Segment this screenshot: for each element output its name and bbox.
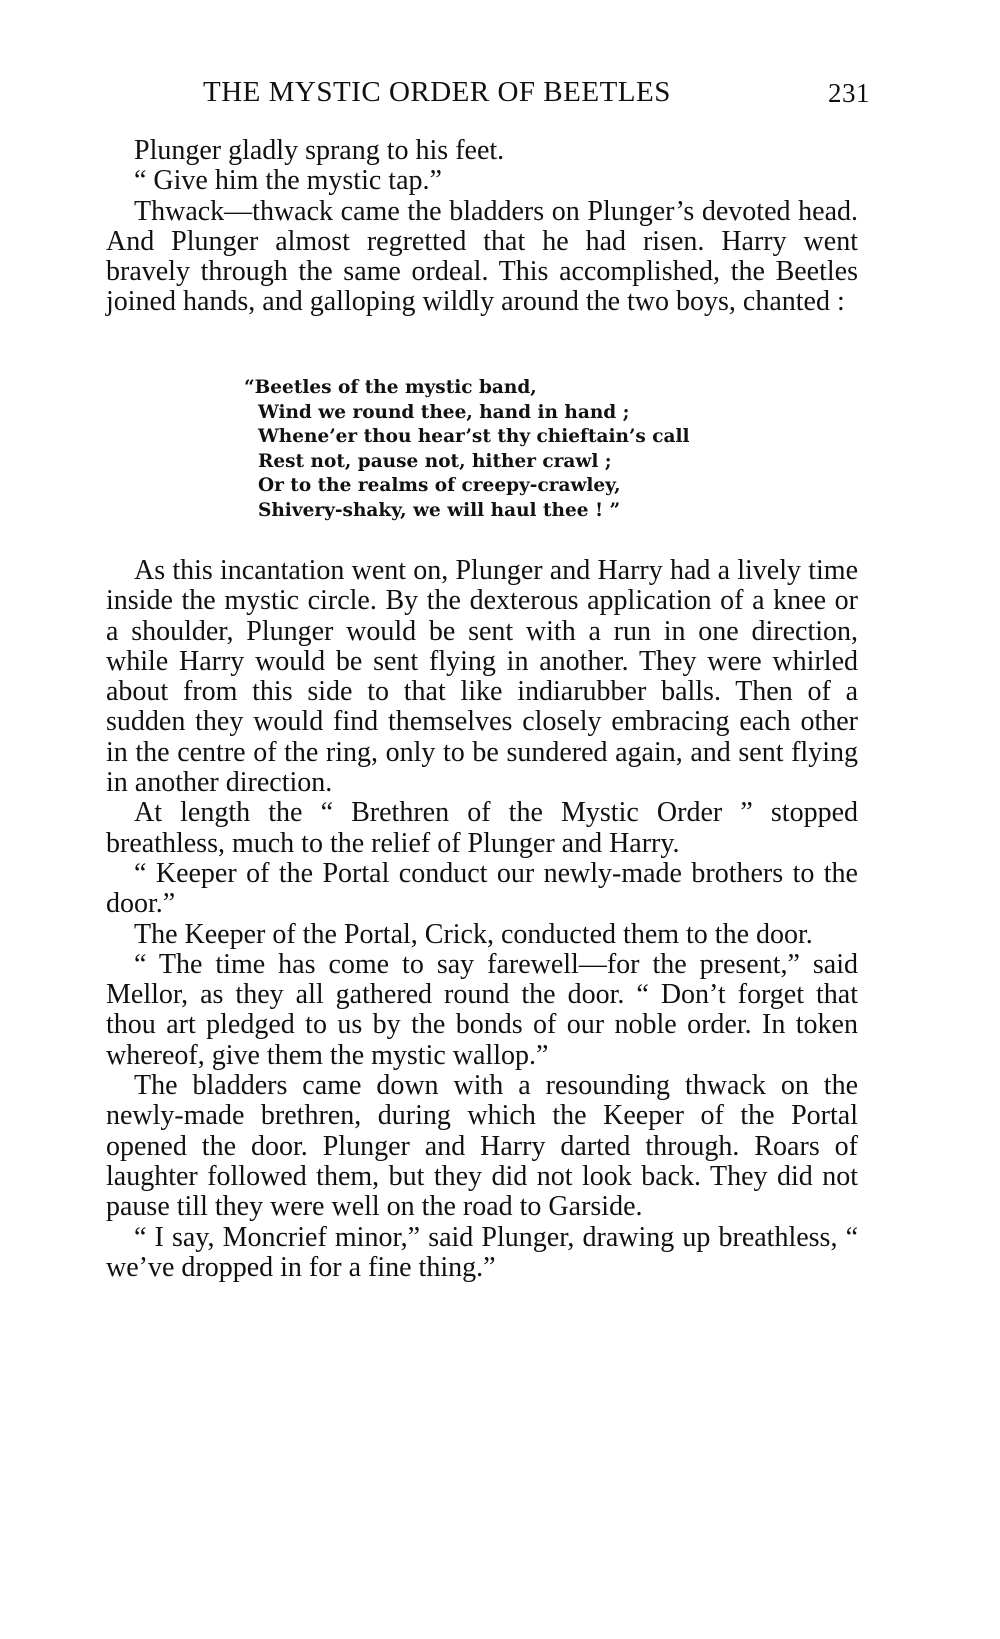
page-number: 231 [828, 78, 870, 108]
text-block-main [106, 556, 858, 1283]
running-head [200, 76, 870, 112]
paragraph: “ I say, Moncrief minor,” said Plunger, drawing up breathless, “ we’ve dropped in for a fine thing.” [106, 1221, 858, 1283]
verse-line: Shivery-shaky, we will haul thee ! ” [258, 499, 621, 521]
paragraph: The Keeper of the Portal, Crick, conducted them to the door. [134, 918, 813, 950]
paragraph: As this incantation went on, Plunger and Harry had a lively time inside the mystic circle. By the dexterous application of a knee or a shoulder, Plunger would be sent with a run in one direction, while Harry would be sent flying in another. They were whirled about from this side to that like indiarubber balls. Then of a sudden they would find themselves closely embracing each other in the centre of the ring, only to be sundered again, and sent flying in another direction. [106, 555, 858, 799]
verse-line: Wind we round thee, hand in hand ; [258, 401, 630, 423]
paragraph: Plunger gladly sprang to his feet. [134, 135, 505, 166]
paragraph: The bladders came down with a resounding thwack on the newly-made brethren, during which the Keeper of the Portal opened the door. Plunger and Harry darted through. Roars of laughter followed them, but they did not look back. They did not pause till they were well on the road to Garside. [106, 1070, 858, 1223]
paragraph: At length the “ Brethren of the Mystic Order ” stopped breathless, much to the relief of Plunger and Harry. [106, 797, 858, 859]
verse-line: Whene’er thou hear’st thy chieftain’s call [258, 426, 690, 448]
paragraph: “ Keeper of the Portal conduct our newly-made brothers to the door.” [106, 857, 858, 920]
verse-line: “Beetles of the mystic band, [244, 377, 537, 398]
running-title: THE MYSTIC ORDER OF BEETLES [203, 76, 671, 108]
text-block-opening [106, 136, 858, 318]
paragraph: Thwack—thwack came the bladders on Plunger’s devoted head. And Plunger almost regretted that he had risen. Harry went bravely through the same ordeal. This accomplished, the Beetles joined hands, and galloping wildly around the two boys, chanted : [106, 195, 858, 318]
verse-chant [244, 376, 778, 524]
verse-line: Rest not, pause not, hither crawl ; [258, 450, 612, 472]
paragraph: “ Give him the mystic tap.” [134, 165, 442, 197]
verse-line: Or to the realms of creepy-crawley, [258, 475, 621, 497]
paragraph: “ The time has come to say farewell—for the present,” said Mellor, as they all gathered round the door. “ Don’t forget that thou art pledged to us by the bonds of our noble order. In token whereof, give them the mystic wallop.” [106, 948, 858, 1071]
